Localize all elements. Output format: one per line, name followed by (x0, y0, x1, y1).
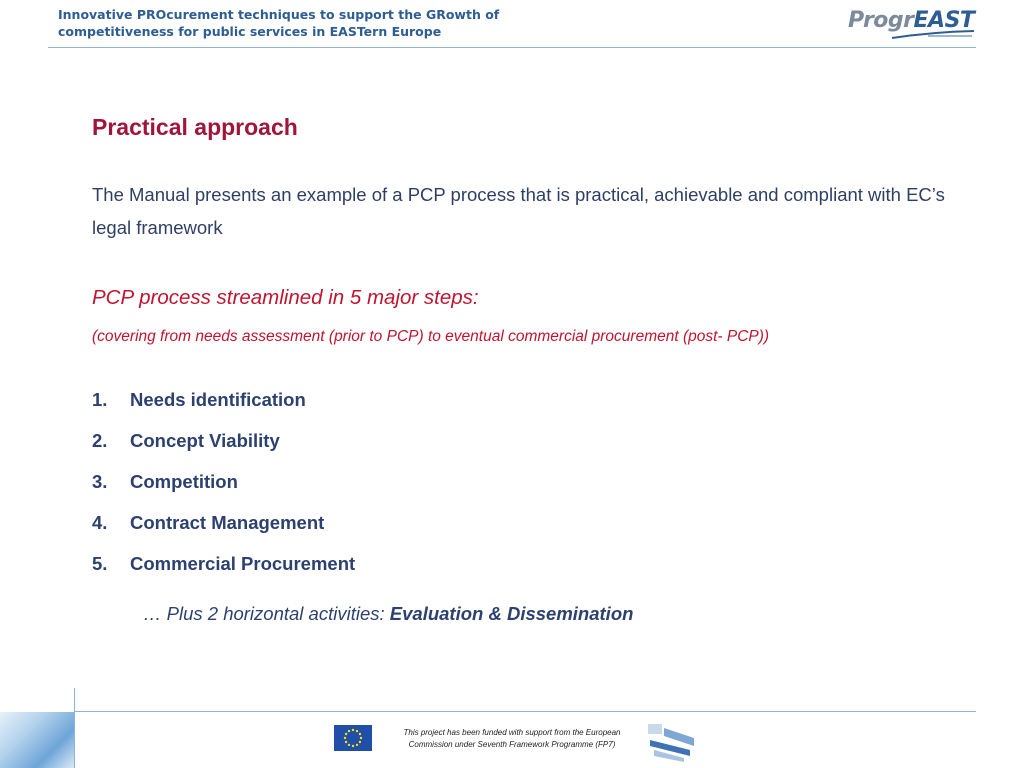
step-label: Competition (130, 471, 238, 492)
step-item (92, 389, 355, 430)
eu-star-icon (356, 730, 358, 732)
step-item (92, 512, 355, 553)
step-item (92, 471, 355, 512)
eu-flag-icon (334, 725, 372, 751)
horizontal-activities (143, 603, 633, 625)
header-title-line2: competitiveness for public services in EASTern Europe (58, 24, 442, 39)
horizontal-activities-names: Evaluation & Dissemination (389, 603, 634, 624)
eu-star-icon (359, 741, 361, 743)
step-number: 2. (92, 430, 108, 451)
logo-text-part1: Progr (848, 8, 914, 33)
horizontal-activities-prefix: … Plus 2 horizontal activities: (143, 603, 390, 624)
step-number: 1. (92, 389, 108, 410)
eu-star-icon (345, 733, 347, 735)
eu-star-icon (348, 744, 350, 746)
progreast-logo (848, 8, 976, 42)
eu-star-icon (348, 730, 350, 732)
logo-text-part2: EAST (913, 8, 975, 33)
header-title-line1: Innovative PROcurement techniques to support the GRowth of (58, 7, 500, 22)
fp7-logo (644, 720, 700, 766)
funding-line2: Commission under Seventh Framework Programme (FP7) (408, 740, 616, 749)
corner-decoration (0, 712, 74, 768)
step-number: 5. (92, 553, 108, 574)
step-number: 3. (92, 471, 108, 492)
eu-star-icon (352, 729, 354, 731)
step-item (92, 553, 355, 594)
intro-paragraph: The Manual presents an example of a PCP process that is practical, achievable and compliant with EC’s legal framework (92, 184, 945, 238)
step-item (92, 430, 355, 471)
eu-star-icon (360, 737, 362, 739)
header-divider (48, 47, 976, 48)
funding-notice (382, 727, 642, 751)
eu-star-icon (345, 741, 347, 743)
steps-list (92, 389, 355, 594)
eu-star-icon (356, 744, 358, 746)
step-label: Concept Viability (130, 430, 280, 451)
footer-vertical-divider (74, 688, 75, 768)
eu-star-icon (344, 737, 346, 739)
eu-star-icon (359, 733, 361, 735)
steps-heading: PCP process streamlined in 5 major steps: (92, 286, 479, 309)
steps-subheading: (covering from needs assessment (prior to PCP) to eventual commercial procurement (post- PCP)) (92, 328, 770, 345)
step-label: Needs identification (130, 389, 306, 410)
footer-divider (74, 711, 976, 712)
logo-swoosh-icon (892, 30, 974, 40)
step-label: Commercial Procurement (130, 553, 356, 574)
step-label: Contract Management (130, 512, 325, 533)
eu-star-icon (352, 745, 354, 747)
step-number: 4. (92, 512, 108, 533)
slide-title: Practical approach (92, 114, 298, 140)
header-title (58, 6, 518, 40)
funding-line1: This project has been funded with support from the European (403, 728, 621, 737)
